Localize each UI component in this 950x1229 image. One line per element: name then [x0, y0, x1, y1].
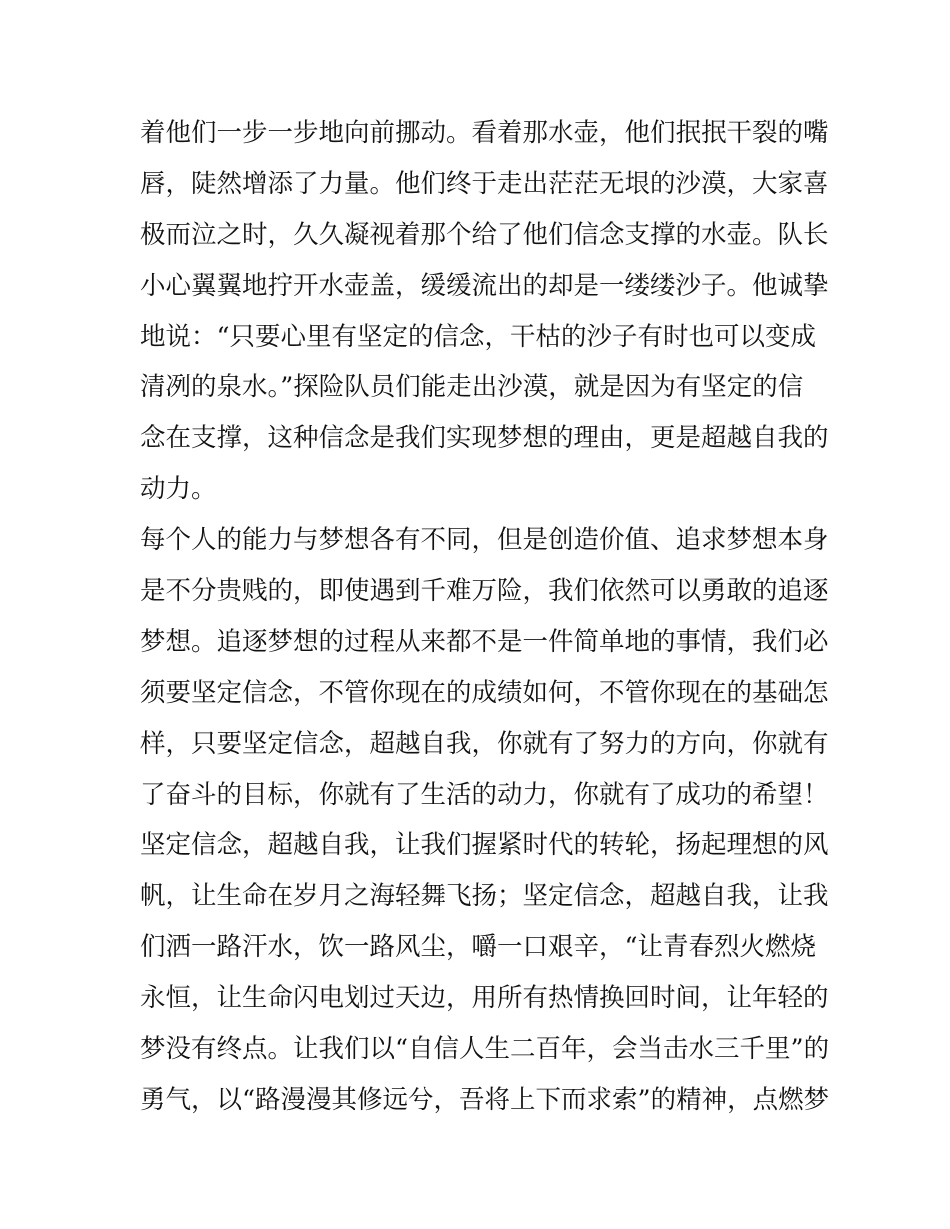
- text-line: 动力。: [140, 474, 217, 505]
- text-line: 地说：“只要心里有坚定的信念，干枯的沙子有时也可以变成: [140, 321, 817, 352]
- text-line: 了奋斗的目标，你就有了生活的动力，你就有了成功的希望！: [140, 779, 829, 810]
- text-line: 须要坚定信念，不管你现在的成绩如何，不管你现在的基础怎: [140, 677, 829, 708]
- text-line: 着他们一步一步地向前挪动。看着那水壶，他们抿抿干裂的嘴: [140, 118, 829, 148]
- text-line: 们洒一路汗水，饮一路风尘，嚼一口艰辛，“让青春烈火燃烧: [140, 932, 817, 963]
- text-line: 是不分贵贱的，即使遇到千难万险，我们依然可以勇敢的追逐: [140, 576, 829, 607]
- text-line: 小心翼翼地拧开水壶盖，缓缓流出的却是一缕缕沙子。他诚挚: [140, 270, 829, 301]
- text-line: 念在支撑，这种信念是我们实现梦想的理由，更是超越自我的: [140, 423, 829, 454]
- text-line: 坚定信念，超越自我，让我们握紧时代的转轮，扬起理想的风: [140, 830, 829, 861]
- text-line: 每个人的能力与梦想各有不同，但是创造价值、追求梦想本身: [140, 525, 829, 556]
- text-line: 梦没有终点。让我们以“自信人生二百年，会当击水三千里”的: [140, 1034, 830, 1065]
- text-line: 帆，让生命在岁月之海轻舞飞扬；坚定信念，超越自我，让我: [140, 881, 829, 912]
- text-line: 梦想。追逐梦想的过程从来都不是一件简单地的事情，我们必: [140, 626, 829, 657]
- text-line: 勇气，以“路漫漫其修远兮，吾将上下而求索”的精神，点燃梦: [140, 1084, 830, 1115]
- text-line: 清冽的泉水。”探险队员们能走出沙漠，就是因为有坚定的信: [140, 372, 804, 403]
- text-line: 永恒，让生命闪电划过天边，用所有热情换回时间，让年轻的: [140, 983, 829, 1014]
- body-text: [140, 108, 830, 1126]
- text-line: 样，只要坚定信念，超越自我，你就有了努力的方向，你就有: [140, 728, 829, 759]
- text-line: 唇，陡然增添了力量。他们终于走出茫茫无垠的沙漠，大家喜: [140, 168, 829, 199]
- text-line: 极而泣之时，久久凝视着那个给了他们信念支撑的水壶。队长: [140, 219, 829, 250]
